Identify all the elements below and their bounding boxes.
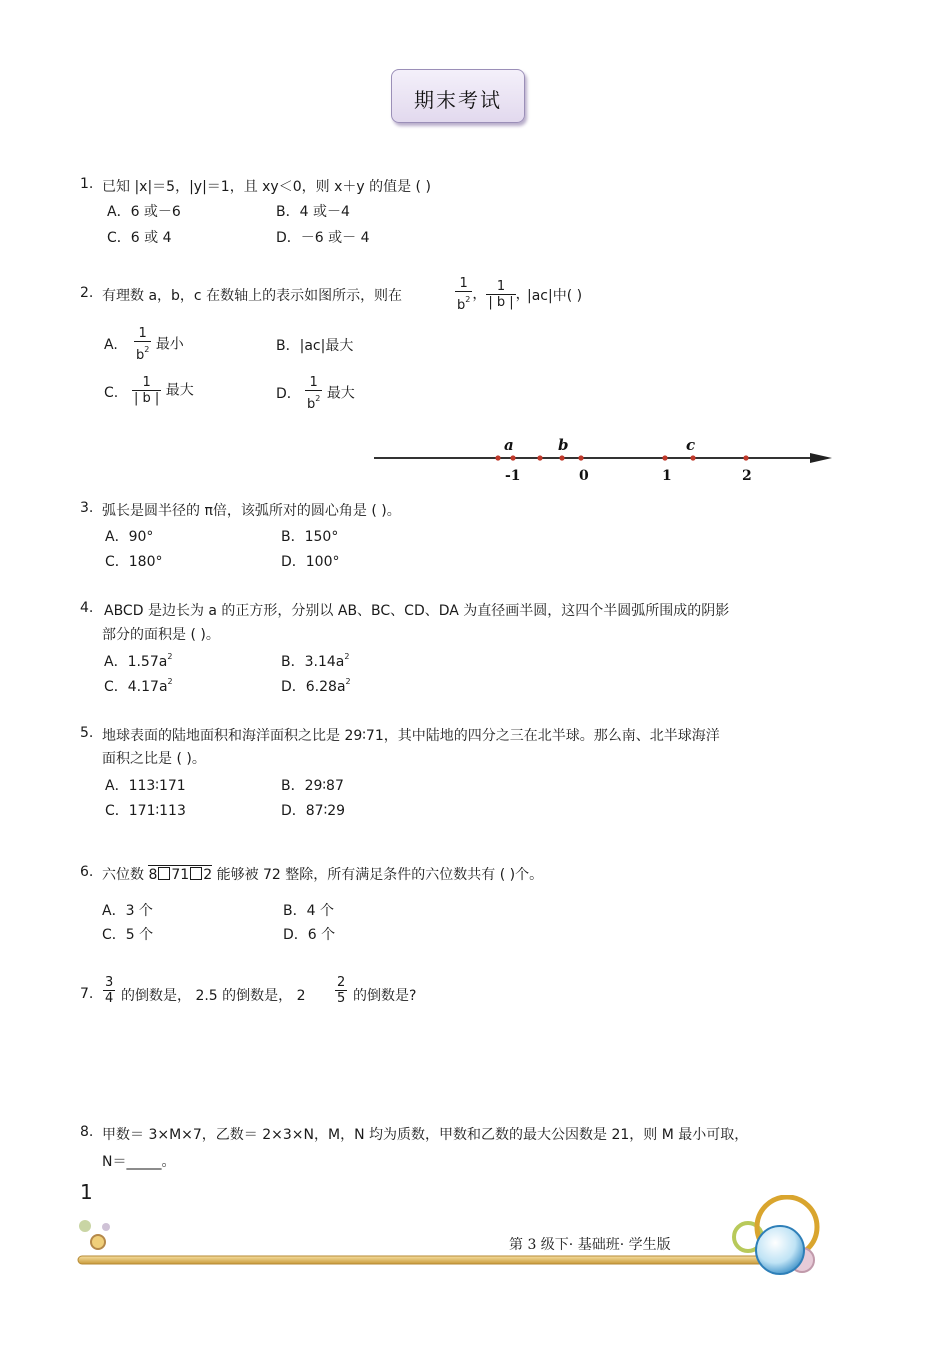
q2-option-c: $\frac{1}{| b |}$ 最大 (134, 375, 194, 406)
label-a: a (504, 436, 514, 454)
q7-number: 7. (80, 986, 94, 1002)
q6-option-a: A．3 个 (102, 903, 153, 919)
point-a (495, 455, 500, 460)
footer-decoration (72, 1195, 832, 1280)
q5-text: 地球表面的陆地面积和海洋面积之比是 29∶71，其中陆地的四分之三在北半球。那么南、北半球海洋 (102, 728, 720, 744)
q8-text: 甲数＝ 3×M×7，乙数＝ 2×3×N，M，N 均为质数，甲数和乙数的最大公因数是 21，则 M 最小可取， (102, 1127, 749, 1143)
q3-number: 3. (80, 500, 94, 516)
q2-fractions: $\frac{1}{b^2}$ ， $\frac{1}{| b |}$ ， (457, 276, 530, 313)
tick-label-1: 1 (662, 468, 672, 484)
tick-dot (578, 455, 583, 460)
q2-option-b: B．|ac|最大 (276, 338, 354, 354)
q4-option-b: B．$3.14a^2$ (281, 652, 350, 670)
q1-text: 已知 |x|＝5，|y|＝1，且 xy＜0，则 x＋y 的值是 ( ) (102, 179, 431, 195)
q3-option-c: C．180° (105, 554, 163, 570)
tick-dot (743, 455, 748, 460)
tick-dot (537, 455, 542, 460)
footer-label: 第 3 级下· 基础班· 学生版 (509, 1237, 671, 1253)
six-digit-number: 8 71 2 (148, 867, 213, 883)
q3-option-a: A．90° (105, 529, 154, 545)
q7-mixed-fraction: $\frac{2}{5}$ (337, 975, 346, 1006)
label-b: b (558, 436, 569, 454)
title-box (391, 69, 525, 123)
page-number: 1 (80, 1180, 93, 1204)
arrow-head-icon (810, 453, 832, 463)
q2-option-d-label: D． (276, 386, 301, 402)
q2-option-a: $\frac{1}{b^2}$ 最小 (136, 326, 184, 363)
q5-option-a: A．113∶171 (105, 778, 186, 794)
q1-option-a: A．6 或－6 (107, 204, 181, 220)
decor-dot-icon (102, 1223, 110, 1231)
blank-box (190, 867, 202, 880)
tick-label-neg1: -1 (505, 468, 521, 484)
q1-option-d: D．－6 或－ 4 (276, 230, 370, 246)
bubble-icon (756, 1226, 804, 1274)
fraction: $\frac{1}{| b |}$ (488, 279, 514, 310)
q1-option-c: C．6 或 4 (107, 230, 172, 246)
q4-option-c: C．$4.17a^2$ (104, 677, 173, 695)
q6-option-c: C．5 个 (102, 927, 154, 943)
point-b (559, 455, 564, 460)
q1-option-b: B．4 或－4 (276, 204, 350, 220)
q7-text-tail: 的倒数是? (353, 988, 417, 1004)
tick-dot (662, 455, 667, 460)
q4-number: 4. (80, 600, 94, 616)
q2-option-c-label: C. (104, 385, 119, 401)
q3-option-b: B．150° (281, 529, 339, 545)
q5-text-line2: 面积之比是 ( )。 (102, 751, 206, 767)
q4-text: ABCD 是边长为 a 的正方形，分别以 AB、BC、CD、DA 为直径画半圆，这四个半圆弧所围成的阴影 (104, 603, 730, 619)
q5-option-c: C．171∶113 (105, 803, 186, 819)
tick-dot (510, 455, 515, 460)
label-c: c (686, 436, 696, 454)
q4-option-d: D．$6.28a^2$ (281, 677, 351, 695)
q2-text-tail: |ac|中( ) (527, 288, 583, 304)
q6-text: 六位数 8 71 2 能够被 72 整除，所有满足条件的六位数共有 ( )个。 (102, 867, 544, 883)
q7-text: 的倒数是， 2.5 的倒数是， 2 (121, 988, 306, 1004)
q7-fraction: $\frac{3}{4}$ (105, 975, 114, 1006)
q4-option-a: A．$1.57a^2$ (104, 652, 173, 670)
footer-bar (78, 1256, 768, 1264)
q4-text-line2: 部分的面积是 ( )。 (102, 627, 220, 643)
q6-option-b: B．4 个 (283, 903, 334, 919)
q2-option-a-label: A. (104, 337, 118, 353)
q2-number: 2. (80, 285, 94, 301)
fraction: $\frac{1}{b^2}$ (457, 276, 471, 313)
q5-option-d: D．87∶29 (281, 803, 346, 819)
point-c (690, 455, 695, 460)
tick-label-0: 0 (579, 468, 589, 484)
q6-option-d: D．6 个 (283, 927, 336, 943)
q2-text: 有理数 a，b，c 在数轴上的表示如图所示，则在 (102, 288, 403, 304)
q3-option-d: D．100° (281, 554, 340, 570)
q6-number: 6. (80, 864, 94, 880)
blank-box (158, 867, 170, 880)
q2-option-d: $\frac{1}{b^2}$ 最大 (307, 375, 355, 412)
tick-label-2: 2 (742, 468, 752, 484)
q1-number: 1. (80, 176, 94, 192)
q5-option-b: B．29∶87 (281, 778, 344, 794)
q3-text: 弧长是圆半径的 π倍，该弧所对的圆心角是 ( )。 (102, 503, 401, 519)
page-title: 期末考试 (414, 88, 502, 112)
decor-dot-icon (91, 1235, 105, 1249)
q8-number: 8. (80, 1124, 94, 1140)
q5-number: 5. (80, 725, 94, 741)
q8-text-line2: N＝_____。 (102, 1154, 176, 1170)
number-line (370, 432, 840, 492)
decor-dot-icon (79, 1220, 91, 1232)
